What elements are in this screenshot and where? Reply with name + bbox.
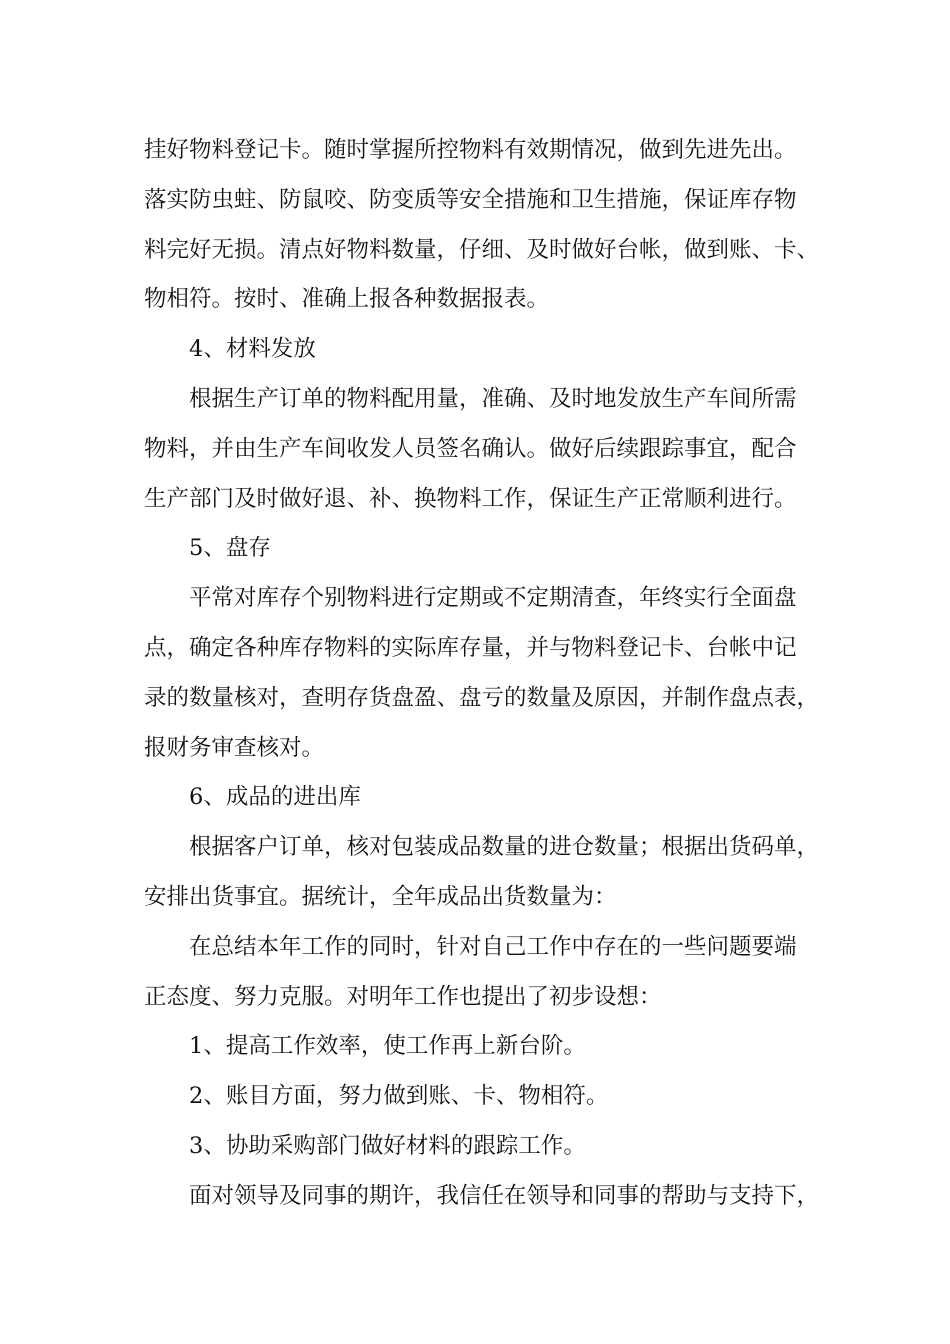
text-line: 物相符。按时、准确上报各种数据报表。 <box>144 286 550 313</box>
text-line: 料完好无损。清点好物料数量，仔细、及时做好台帐，做到账、卡、 <box>144 236 820 263</box>
list-item: 2、账目方面，努力做到账、卡、物相符。 <box>189 1083 609 1110</box>
section-heading: 4、材料发放 <box>189 336 316 363</box>
section-heading: 6、成品的进出库 <box>189 784 361 811</box>
document-body <box>144 126 826 1222</box>
text-line: 落实防虫蛀、防鼠咬、防变质等安全措施和卫生措施，保证库存物 <box>144 186 797 213</box>
list-item: 3、协助采购部门做好材料的跟踪工作。 <box>189 1132 586 1159</box>
text-line: 正态度、努力克服。对明年工作也提出了初步设想： <box>144 983 662 1010</box>
text-line: 在总结本年工作的同时，针对自己工作中存在的一些问题要端 <box>189 933 797 960</box>
text-line: 生产部门及时做好退、补、换物料工作，保证生产正常顺利进行。 <box>144 485 797 512</box>
text-line: 挂好物料登记卡。随时掌握所控物料有效期情况，做到先进先出。 <box>144 137 797 163</box>
text-line: 点，确定各种库存物料的实际库存量，并与物料登记卡、台帐中记 <box>144 634 797 661</box>
list-item: 1、提高工作效率，使工作再上新台阶。 <box>189 1033 586 1060</box>
text-line: 根据客户订单，核对包装成品数量的进仓数量；根据出货码单， <box>189 834 820 861</box>
text-line: 报财务审查核对。 <box>144 734 325 761</box>
text-line: 安排出货事宜。据统计，全年成品出货数量为： <box>144 883 617 910</box>
text-line: 物料，并由生产车间收发人员签名确认。做好后续跟踪事宜，配合 <box>144 435 797 462</box>
text-line: 平常对库存个别物料进行定期或不定期清查，年终实行全面盘 <box>189 585 797 612</box>
text-line: 面对领导及同事的期许，我信任在领导和同事的帮助与支持下， <box>189 1182 820 1209</box>
section-heading: 5、盘存 <box>189 535 271 562</box>
text-line: 根据生产订单的物料配用量，准确、及时地发放生产车间所需 <box>189 385 797 412</box>
text-line: 录的数量核对，查明存货盘盈、盘亏的数量及原因，并制作盘点表， <box>144 684 820 711</box>
